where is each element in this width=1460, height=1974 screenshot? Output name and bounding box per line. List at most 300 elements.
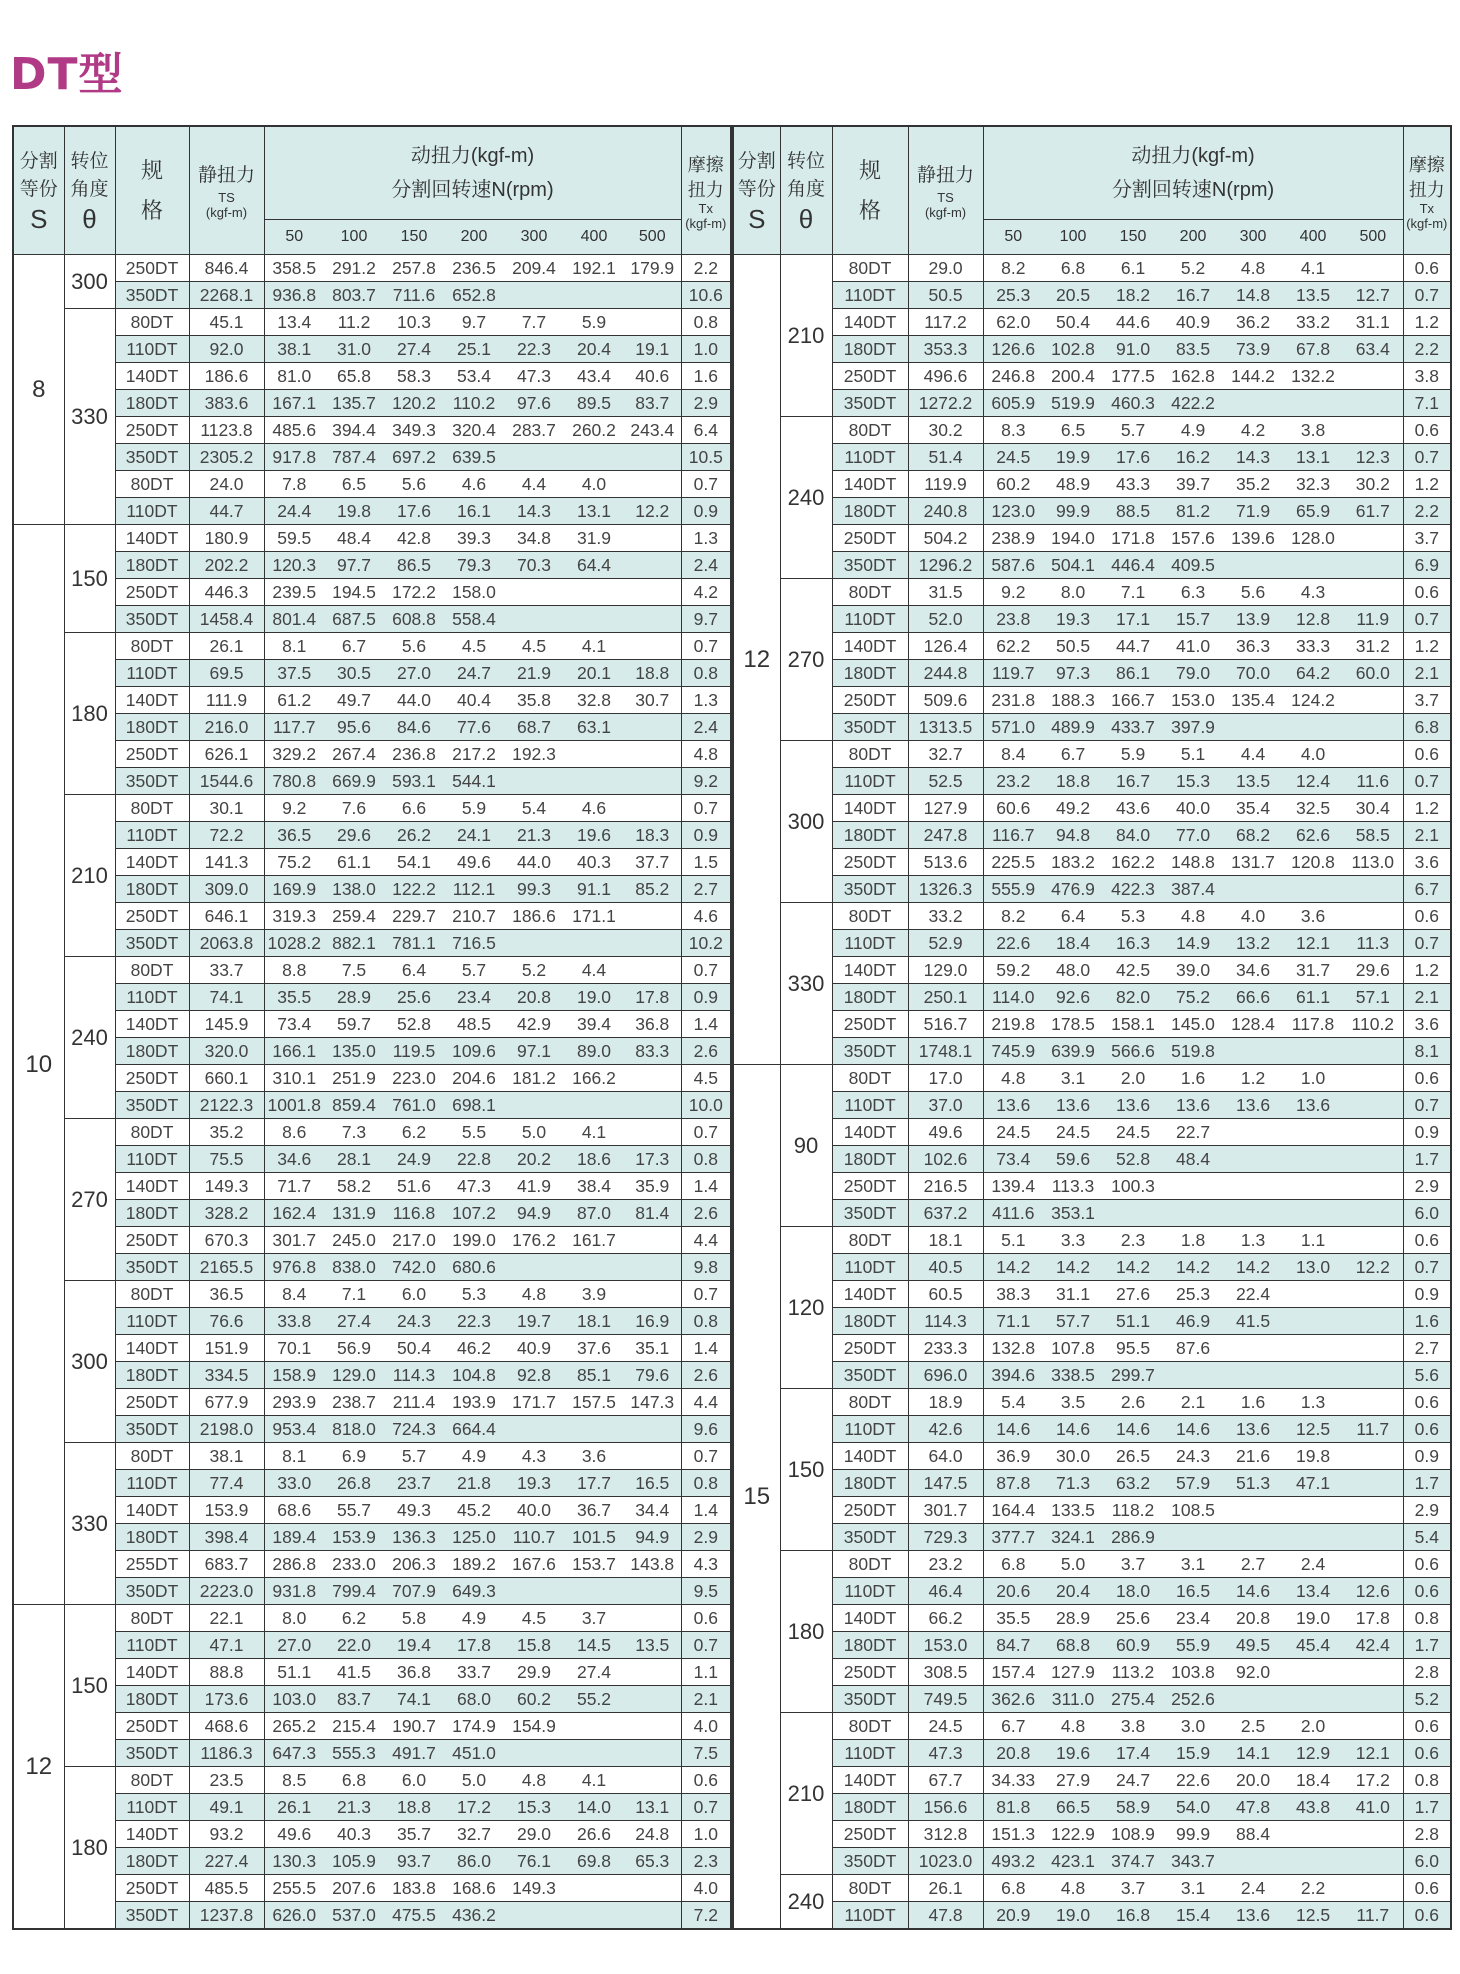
dynamic-torque-cell-100: 6.5 [1043, 417, 1103, 444]
static-torque-cell: 30.2 [908, 417, 983, 444]
dynamic-torque-cell-100: 107.8 [1043, 1335, 1103, 1362]
dynamic-torque-cell-100: 138.0 [324, 876, 384, 903]
friction-torque-cell: 0.7 [681, 1632, 731, 1659]
spec-cell: 110DT [115, 1632, 189, 1659]
dynamic-torque-cell-200: 110.2 [444, 390, 504, 417]
friction-torque-cell: 2.1 [1403, 822, 1451, 849]
theta-value: 240 [780, 1875, 832, 1930]
static-torque-cell: 309.0 [189, 876, 264, 903]
dynamic-torque-cell-500: 65.3 [624, 1848, 681, 1875]
friction-torque-cell: 6.9 [1403, 552, 1451, 579]
dynamic-torque-cell-50: 116.7 [983, 822, 1043, 849]
friction-torque-cell: 1.0 [681, 1821, 731, 1848]
dynamic-torque-cell-150: 6.0 [384, 1767, 444, 1794]
table-row [733, 849, 1451, 876]
header-spec-line2: 格 [859, 197, 882, 223]
friction-torque-cell: 0.8 [681, 1470, 731, 1497]
dynamic-torque-cell-400 [564, 1092, 624, 1119]
dynamic-torque-cell-200: 639.5 [444, 444, 504, 471]
dynamic-torque-cell-100: 48.4 [324, 525, 384, 552]
static-torque-cell: 2122.3 [189, 1092, 264, 1119]
dynamic-torque-cell-100: 251.9 [324, 1065, 384, 1092]
dynamic-torque-cell-500: 12.6 [1343, 1578, 1403, 1605]
dynamic-torque-cell-500: 17.2 [1343, 1767, 1403, 1794]
dynamic-torque-cell-200: 3.1 [1163, 1551, 1223, 1578]
dynamic-torque-cell-50: 36.5 [264, 822, 324, 849]
dynamic-torque-cell-50: 358.5 [264, 255, 324, 282]
dynamic-torque-cell-500 [1343, 1038, 1403, 1065]
spec-cell: 180DT [832, 984, 908, 1011]
dynamic-torque-cell-100: 56.9 [324, 1335, 384, 1362]
dynamic-torque-cell-500 [1343, 1227, 1403, 1254]
table-row [13, 984, 731, 1011]
table-row [733, 876, 1451, 903]
dynamic-torque-cell-200: 189.2 [444, 1551, 504, 1578]
dynamic-torque-cell-100: 41.5 [324, 1659, 384, 1686]
static-torque-cell: 44.7 [189, 498, 264, 525]
dynamic-torque-cell-200: 107.2 [444, 1200, 504, 1227]
dynamic-torque-cell-500 [624, 633, 681, 660]
dt-spec-table-right [732, 125, 1452, 1930]
dynamic-torque-cell-200: 1.8 [1163, 1227, 1223, 1254]
spec-cell: 250DT [115, 1713, 189, 1740]
dynamic-torque-cell-150: 84.6 [384, 714, 444, 741]
friction-torque-cell: 1.5 [681, 849, 731, 876]
dynamic-torque-cell-200: 4.8 [1163, 903, 1223, 930]
table-row [13, 660, 731, 687]
static-torque-cell: 1186.3 [189, 1740, 264, 1767]
dynamic-torque-cell-50: 71.1 [983, 1308, 1043, 1335]
dynamic-torque-cell-100: 537.0 [324, 1902, 384, 1930]
table-row [13, 1632, 731, 1659]
table-row [13, 336, 731, 363]
static-torque-cell: 77.4 [189, 1470, 264, 1497]
friction-torque-cell: 0.7 [1403, 1254, 1451, 1281]
dynamic-torque-cell-500 [624, 1443, 681, 1470]
dynamic-torque-cell-400: 14.5 [564, 1632, 624, 1659]
dynamic-torque-cell-150: 697.2 [384, 444, 444, 471]
friction-torque-cell: 1.4 [681, 1335, 731, 1362]
dynamic-torque-cell-500 [1343, 1848, 1403, 1875]
dynamic-torque-cell-100: 50.4 [1043, 309, 1103, 336]
spec-cell: 250DT [115, 1227, 189, 1254]
dynamic-torque-cell-300 [504, 606, 564, 633]
dynamic-torque-cell-50: 130.3 [264, 1848, 324, 1875]
dynamic-torque-cell-500: 30.2 [1343, 471, 1403, 498]
dynamic-torque-cell-500: 42.4 [1343, 1632, 1403, 1659]
spec-cell: 250DT [115, 1389, 189, 1416]
dynamic-torque-cell-400: 12.9 [1283, 1740, 1343, 1767]
dynamic-torque-cell-500 [624, 1902, 681, 1930]
dynamic-torque-cell-300: 20.8 [1223, 1605, 1283, 1632]
dynamic-torque-cell-300: 110.7 [504, 1524, 564, 1551]
dynamic-torque-cell-100: 19.9 [1043, 444, 1103, 471]
dynamic-torque-cell-500: 17.3 [624, 1146, 681, 1173]
static-torque-cell: 1458.4 [189, 606, 264, 633]
static-torque-cell: 496.6 [908, 363, 983, 390]
dynamic-torque-cell-300 [1223, 1848, 1283, 1875]
dynamic-torque-cell-150: 761.0 [384, 1092, 444, 1119]
dynamic-torque-cell-50: 34.33 [983, 1767, 1043, 1794]
spec-cell: 180DT [832, 1146, 908, 1173]
friction-torque-cell: 0.7 [1403, 1092, 1451, 1119]
dynamic-torque-cell-400: 3.9 [564, 1281, 624, 1308]
spec-cell: 350DT [115, 1578, 189, 1605]
dynamic-torque-cell-200: 15.7 [1163, 606, 1223, 633]
dynamic-torque-cell-150: 86.5 [384, 552, 444, 579]
dynamic-torque-cell-150: 10.3 [384, 309, 444, 336]
spec-cell: 350DT [115, 1740, 189, 1767]
dynamic-torque-cell-300: 97.1 [504, 1038, 564, 1065]
dynamic-torque-cell-100: 639.9 [1043, 1038, 1103, 1065]
dynamic-torque-cell-50: 255.5 [264, 1875, 324, 1902]
dynamic-torque-cell-500 [1343, 390, 1403, 417]
dynamic-torque-cell-150: 82.0 [1103, 984, 1163, 1011]
dynamic-torque-cell-200: 17.2 [444, 1794, 504, 1821]
dynamic-torque-cell-200: 16.1 [444, 498, 504, 525]
dynamic-torque-cell-50: 73.4 [264, 1011, 324, 1038]
dynamic-torque-cell-500 [624, 1416, 681, 1443]
dynamic-torque-cell-200: 716.5 [444, 930, 504, 957]
dynamic-torque-cell-100: 28.9 [324, 984, 384, 1011]
dynamic-torque-cell-300: 34.8 [504, 525, 564, 552]
dynamic-torque-cell-300: 73.9 [1223, 336, 1283, 363]
static-torque-cell: 127.9 [908, 795, 983, 822]
header-theta [64, 126, 115, 255]
dynamic-torque-cell-300: 94.9 [504, 1200, 564, 1227]
dynamic-torque-cell-400 [1283, 390, 1343, 417]
static-torque-cell: 485.5 [189, 1875, 264, 1902]
friction-torque-cell: 0.6 [1403, 1713, 1451, 1740]
dynamic-torque-cell-150: 166.7 [1103, 687, 1163, 714]
dynamic-torque-cell-300: 66.6 [1223, 984, 1283, 1011]
rpm-header-400: 400 [564, 220, 624, 255]
dynamic-torque-cell-100: 50.5 [1043, 633, 1103, 660]
dynamic-torque-cell-500 [1343, 876, 1403, 903]
spec-cell: 140DT [832, 309, 908, 336]
dynamic-torque-cell-400 [564, 1875, 624, 1902]
dynamic-torque-cell-200: 25.3 [1163, 1281, 1223, 1308]
dynamic-torque-cell-100: 31.1 [1043, 1281, 1103, 1308]
header-dynamic-subtitle: 分割回转速N(rpm) [391, 179, 554, 201]
header-tx [681, 126, 731, 255]
dynamic-torque-cell-50: 377.7 [983, 1524, 1043, 1551]
dynamic-torque-cell-200: 217.2 [444, 741, 504, 768]
table-row [733, 282, 1451, 309]
spec-cell: 180DT [115, 1362, 189, 1389]
dynamic-torque-cell-400 [1283, 1308, 1343, 1335]
dynamic-torque-cell-50: 60.2 [983, 471, 1043, 498]
dynamic-torque-cell-200: 23.4 [444, 984, 504, 1011]
dynamic-torque-cell-200: 544.1 [444, 768, 504, 795]
dynamic-torque-cell-500: 11.6 [1343, 768, 1403, 795]
dynamic-torque-cell-500 [1343, 687, 1403, 714]
dynamic-torque-cell-100: 21.3 [324, 1794, 384, 1821]
table-row [13, 714, 731, 741]
dynamic-torque-cell-500 [624, 1578, 681, 1605]
dynamic-torque-cell-50: 293.9 [264, 1389, 324, 1416]
dynamic-torque-cell-150: 25.6 [1103, 1605, 1163, 1632]
static-torque-cell: 26.1 [189, 633, 264, 660]
dynamic-torque-cell-150: 36.8 [384, 1659, 444, 1686]
dynamic-torque-cell-300: 21.6 [1223, 1443, 1283, 1470]
dynamic-torque-cell-300: 70.3 [504, 552, 564, 579]
spec-cell: 350DT [115, 606, 189, 633]
static-torque-cell: 2198.0 [189, 1416, 264, 1443]
spec-cell: 140DT [832, 1605, 908, 1632]
dynamic-torque-cell-150: 93.7 [384, 1848, 444, 1875]
table-row [733, 1146, 1451, 1173]
dynamic-torque-cell-400: 192.1 [564, 255, 624, 282]
dynamic-torque-cell-100: 4.8 [1043, 1713, 1103, 1740]
static-torque-cell: 398.4 [189, 1524, 264, 1551]
dynamic-torque-cell-400 [1283, 1281, 1343, 1308]
dynamic-torque-cell-400: 64.4 [564, 552, 624, 579]
static-torque-cell: 114.3 [908, 1308, 983, 1335]
theta-value: 180 [64, 633, 115, 795]
dynamic-torque-cell-400: 132.2 [1283, 363, 1343, 390]
dynamic-torque-cell-400 [564, 1902, 624, 1930]
dynamic-torque-cell-150: 74.1 [384, 1686, 444, 1713]
dynamic-torque-cell-50: 319.3 [264, 903, 324, 930]
table-row [13, 417, 731, 444]
spec-cell: 250DT [832, 1335, 908, 1362]
static-torque-cell: 1023.0 [908, 1848, 983, 1875]
static-torque-cell: 216.0 [189, 714, 264, 741]
dynamic-torque-cell-150: 120.2 [384, 390, 444, 417]
dynamic-torque-cell-150: 6.2 [384, 1119, 444, 1146]
dynamic-torque-cell-50: 60.6 [983, 795, 1043, 822]
dynamic-torque-cell-150: 2.6 [1103, 1389, 1163, 1416]
s-value: 12 [733, 255, 780, 1065]
dynamic-torque-cell-100: 57.7 [1043, 1308, 1103, 1335]
static-torque-cell: 2063.8 [189, 930, 264, 957]
dynamic-torque-cell-50: 20.6 [983, 1578, 1043, 1605]
friction-torque-cell: 0.7 [1403, 282, 1451, 309]
header-theta-symbol: θ [82, 203, 97, 234]
spec-cell: 110DT [832, 768, 908, 795]
table-row [13, 633, 731, 660]
dynamic-torque-cell-200: 320.4 [444, 417, 504, 444]
dynamic-torque-cell-50: 8.4 [264, 1281, 324, 1308]
spec-cell: 140DT [832, 957, 908, 984]
dynamic-torque-cell-150: 18.8 [384, 1794, 444, 1821]
spec-cell: 350DT [832, 714, 908, 741]
dynamic-torque-cell-400: 33.3 [1283, 633, 1343, 660]
dynamic-torque-cell-100: 14.6 [1043, 1416, 1103, 1443]
static-torque-cell: 52.5 [908, 768, 983, 795]
spec-cell: 110DT [115, 336, 189, 363]
dynamic-torque-cell-100: 29.6 [324, 822, 384, 849]
dynamic-torque-cell-300 [504, 1416, 564, 1443]
table-row [733, 930, 1451, 957]
dynamic-torque-cell-100: 489.9 [1043, 714, 1103, 741]
dynamic-torque-cell-150: 108.9 [1103, 1821, 1163, 1848]
friction-torque-cell: 1.2 [1403, 957, 1451, 984]
dynamic-torque-cell-200: 49.6 [444, 849, 504, 876]
dynamic-torque-cell-400: 171.1 [564, 903, 624, 930]
dynamic-torque-cell-150: 781.1 [384, 930, 444, 957]
header-spec-line1: 规 [859, 157, 882, 183]
table-row [13, 1200, 731, 1227]
dynamic-torque-cell-300: 22.3 [504, 336, 564, 363]
dynamic-torque-cell-200: 436.2 [444, 1902, 504, 1930]
spec-cell: 250DT [115, 903, 189, 930]
dynamic-torque-cell-150: 299.7 [1103, 1362, 1163, 1389]
dynamic-torque-cell-100: 19.3 [1043, 606, 1103, 633]
dynamic-torque-cell-150: 211.4 [384, 1389, 444, 1416]
dynamic-torque-cell-200: 5.9 [444, 795, 504, 822]
table-row [13, 1848, 731, 1875]
static-torque-cell: 1313.5 [908, 714, 983, 741]
dynamic-torque-cell-300: 92.0 [1223, 1659, 1283, 1686]
spec-cell: 110DT [115, 1146, 189, 1173]
header-row-top [733, 126, 1451, 220]
dynamic-torque-cell-200: 4.9 [1163, 417, 1223, 444]
table-row [733, 687, 1451, 714]
rpm-header-100: 100 [324, 220, 384, 255]
dynamic-torque-cell-300 [1223, 1497, 1283, 1524]
dynamic-torque-cell-150: 118.2 [1103, 1497, 1163, 1524]
rpm-header-400: 400 [1283, 220, 1343, 255]
static-torque-cell: 47.3 [908, 1740, 983, 1767]
dynamic-torque-cell-500: 12.7 [1343, 282, 1403, 309]
spec-cell: 250DT [832, 1821, 908, 1848]
dynamic-torque-cell-400: 69.8 [564, 1848, 624, 1875]
dynamic-torque-cell-300: 20.2 [504, 1146, 564, 1173]
dynamic-torque-cell-100: 6.8 [324, 1767, 384, 1794]
dynamic-torque-cell-50: 571.0 [983, 714, 1043, 741]
dynamic-torque-cell-150: 593.1 [384, 768, 444, 795]
spec-cell: 80DT [832, 255, 908, 282]
s-value: 12 [13, 1605, 64, 1930]
table-row [733, 471, 1451, 498]
theta-value: 270 [64, 1119, 115, 1281]
dynamic-torque-cell-400: 31.9 [564, 525, 624, 552]
static-torque-cell: 119.9 [908, 471, 983, 498]
dynamic-torque-cell-150: 49.3 [384, 1497, 444, 1524]
dynamic-torque-cell-50: 49.6 [264, 1821, 324, 1848]
dynamic-torque-cell-300: 4.8 [504, 1281, 564, 1308]
dynamic-torque-cell-400: 27.4 [564, 1659, 624, 1686]
dynamic-torque-cell-500: 12.3 [1343, 444, 1403, 471]
table-row [733, 741, 1451, 768]
dynamic-torque-cell-50: 329.2 [264, 741, 324, 768]
dynamic-torque-cell-500: 41.0 [1343, 1794, 1403, 1821]
friction-torque-cell: 0.7 [681, 957, 731, 984]
dynamic-torque-cell-100: 40.3 [324, 1821, 384, 1848]
dynamic-torque-cell-50: 6.7 [983, 1713, 1043, 1740]
dynamic-torque-cell-300 [504, 1740, 564, 1767]
static-torque-cell: 141.3 [189, 849, 264, 876]
dynamic-torque-cell-50: 70.1 [264, 1335, 324, 1362]
friction-torque-cell: 0.9 [681, 498, 731, 525]
table-row [13, 1227, 731, 1254]
friction-torque-cell: 4.6 [681, 903, 731, 930]
dynamic-torque-cell-500 [1343, 1335, 1403, 1362]
static-torque-cell: 328.2 [189, 1200, 264, 1227]
dynamic-torque-cell-50: 34.6 [264, 1146, 324, 1173]
dynamic-torque-cell-500: 63.4 [1343, 336, 1403, 363]
dynamic-torque-cell-500 [624, 606, 681, 633]
dynamic-torque-cell-500 [1343, 1119, 1403, 1146]
rpm-header-50: 50 [264, 220, 324, 255]
dynamic-torque-cell-300: 5.4 [504, 795, 564, 822]
spec-cell: 350DT [832, 1362, 908, 1389]
dynamic-torque-cell-200: 9.7 [444, 309, 504, 336]
dynamic-torque-cell-400: 120.8 [1283, 849, 1343, 876]
dynamic-torque-cell-500 [624, 1659, 681, 1686]
table-row [733, 1362, 1451, 1389]
dynamic-torque-cell-200: 162.8 [1163, 363, 1223, 390]
dynamic-torque-cell-500 [624, 471, 681, 498]
dynamic-torque-cell-500: 13.5 [624, 1632, 681, 1659]
table-row [733, 1875, 1451, 1902]
dynamic-torque-cell-400: 4.1 [1283, 255, 1343, 282]
static-torque-cell: 2305.2 [189, 444, 264, 471]
dynamic-torque-cell-150: 5.7 [384, 1443, 444, 1470]
dynamic-torque-cell-500 [624, 930, 681, 957]
dynamic-torque-cell-300 [504, 579, 564, 606]
dynamic-torque-cell-150: 122.2 [384, 876, 444, 903]
dynamic-torque-cell-500 [1343, 741, 1403, 768]
dynamic-torque-cell-50: 626.0 [264, 1902, 324, 1930]
dynamic-torque-cell-50: 931.8 [264, 1578, 324, 1605]
dynamic-torque-cell-50: 5.1 [983, 1227, 1043, 1254]
rpm-header-500: 500 [624, 220, 681, 255]
dynamic-torque-cell-300: 7.7 [504, 309, 564, 336]
dynamic-torque-cell-400: 3.6 [564, 1443, 624, 1470]
theta-value: 330 [64, 309, 115, 525]
theta-value: 180 [64, 1767, 115, 1930]
dynamic-torque-cell-150: 58.9 [1103, 1794, 1163, 1821]
dynamic-torque-cell-100: 799.4 [324, 1578, 384, 1605]
dynamic-torque-cell-100: 11.2 [324, 309, 384, 336]
spec-cell: 80DT [115, 957, 189, 984]
dynamic-torque-cell-50: 555.9 [983, 876, 1043, 903]
dynamic-torque-cell-500: 57.1 [1343, 984, 1403, 1011]
dynamic-torque-cell-150: 52.8 [1103, 1146, 1163, 1173]
dynamic-torque-cell-150: 223.0 [384, 1065, 444, 1092]
dynamic-torque-cell-50: 24.4 [264, 498, 324, 525]
friction-torque-cell: 2.1 [1403, 984, 1451, 1011]
friction-torque-cell: 0.8 [681, 309, 731, 336]
dynamic-torque-cell-200 [1163, 1173, 1223, 1200]
friction-torque-cell: 5.4 [1403, 1524, 1451, 1551]
header-tx [1403, 126, 1451, 255]
static-torque-cell: 2165.5 [189, 1254, 264, 1281]
spec-cell: 250DT [832, 1173, 908, 1200]
dynamic-torque-cell-400 [564, 1578, 624, 1605]
dynamic-torque-cell-50: 75.2 [264, 849, 324, 876]
dynamic-torque-cell-300: 283.7 [504, 417, 564, 444]
static-torque-cell: 1296.2 [908, 552, 983, 579]
static-torque-cell: 64.0 [908, 1443, 983, 1470]
table-row [733, 1767, 1451, 1794]
friction-torque-cell: 9.2 [681, 768, 731, 795]
dynamic-torque-cell-50: 8.5 [264, 1767, 324, 1794]
spec-cell: 180DT [115, 1200, 189, 1227]
dynamic-torque-cell-150: 113.2 [1103, 1659, 1163, 1686]
theta-value: 240 [780, 417, 832, 579]
dynamic-torque-cell-150: 26.5 [1103, 1443, 1163, 1470]
dynamic-torque-cell-200: 15.4 [1163, 1902, 1223, 1930]
dynamic-torque-cell-150: 119.5 [384, 1038, 444, 1065]
friction-torque-cell: 5.2 [1403, 1686, 1451, 1713]
dynamic-torque-cell-200: 680.6 [444, 1254, 504, 1281]
dynamic-torque-cell-400: 47.1 [1283, 1470, 1343, 1497]
friction-torque-cell: 0.6 [1403, 1740, 1451, 1767]
